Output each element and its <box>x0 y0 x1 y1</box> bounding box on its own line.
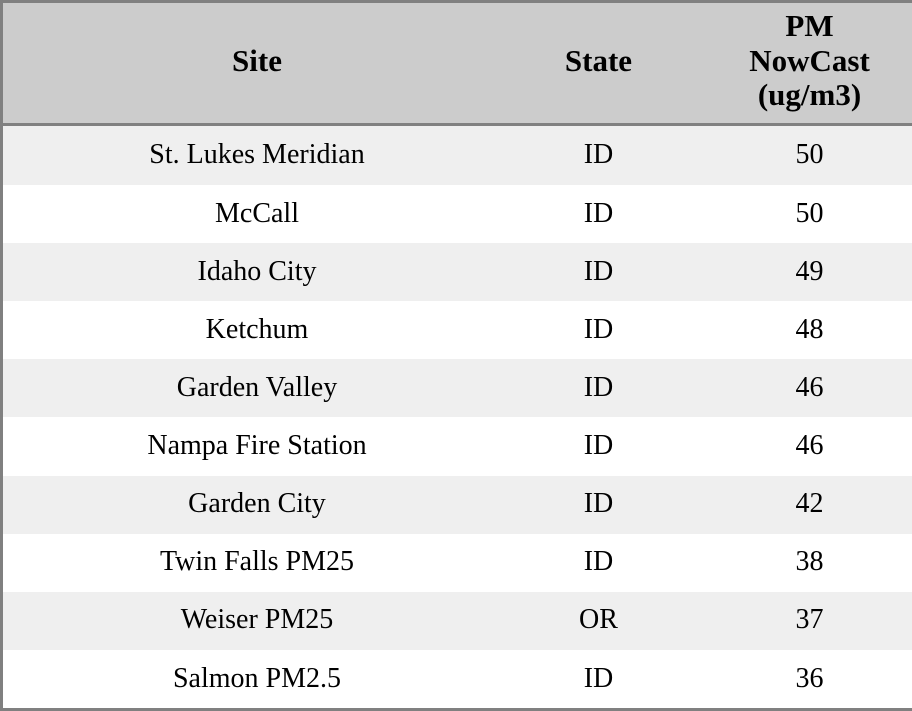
column-header-pm-nowcast-line1: PM <box>785 8 834 43</box>
cell-site: Garden Valley <box>3 359 511 417</box>
table-row <box>3 592 912 650</box>
table-row <box>3 476 912 534</box>
cell-state: ID <box>511 185 686 243</box>
cell-site: Ketchum <box>3 301 511 359</box>
cell-state: ID <box>511 359 686 417</box>
cell-value: 46 <box>686 417 912 475</box>
cell-state: ID <box>511 243 686 301</box>
cell-value: 42 <box>686 476 912 534</box>
table-header-row <box>3 3 912 125</box>
table-row <box>3 359 912 417</box>
cell-value: 48 <box>686 301 912 359</box>
column-header-pm-nowcast-line3: (ug/m3) <box>757 77 862 113</box>
table-row <box>3 650 912 708</box>
cell-value: 37 <box>686 592 912 650</box>
column-header-site-label: Site <box>232 42 282 78</box>
table-row <box>3 243 912 301</box>
cell-value: 50 <box>686 125 912 185</box>
cell-site: Garden City <box>3 476 511 534</box>
column-header-site <box>3 3 511 125</box>
cell-value: 49 <box>686 243 912 301</box>
column-header-pm-nowcast-line2: NowCast <box>749 42 870 78</box>
cell-value: 36 <box>686 650 912 708</box>
cell-state: ID <box>511 534 686 592</box>
table-row <box>3 301 912 359</box>
table-row <box>3 534 912 592</box>
cell-site: St. Lukes Meridian <box>3 125 511 185</box>
table-header <box>3 3 912 125</box>
cell-state: ID <box>511 301 686 359</box>
cell-site: Salmon PM2.5 <box>3 650 511 708</box>
cell-site: Weiser PM25 <box>3 592 511 650</box>
cell-site: McCall <box>3 185 511 243</box>
cell-state: ID <box>511 417 686 475</box>
air-quality-table <box>3 3 912 708</box>
table-row <box>3 417 912 475</box>
column-header-state <box>511 3 686 125</box>
table-body <box>3 125 912 708</box>
cell-value: 46 <box>686 359 912 417</box>
cell-state: ID <box>511 650 686 708</box>
cell-site: Idaho City <box>3 243 511 301</box>
column-header-state-label: State <box>564 42 633 78</box>
column-header-pm-nowcast <box>686 3 912 125</box>
table-row <box>3 185 912 243</box>
cell-state: ID <box>511 125 686 185</box>
cell-state: OR <box>511 592 686 650</box>
cell-site: Twin Falls PM25 <box>3 534 511 592</box>
cell-value: 50 <box>686 185 912 243</box>
cell-site: Nampa Fire Station <box>3 417 511 475</box>
table-row <box>3 125 912 185</box>
cell-state: ID <box>511 476 686 534</box>
cell-value: 38 <box>686 534 912 592</box>
